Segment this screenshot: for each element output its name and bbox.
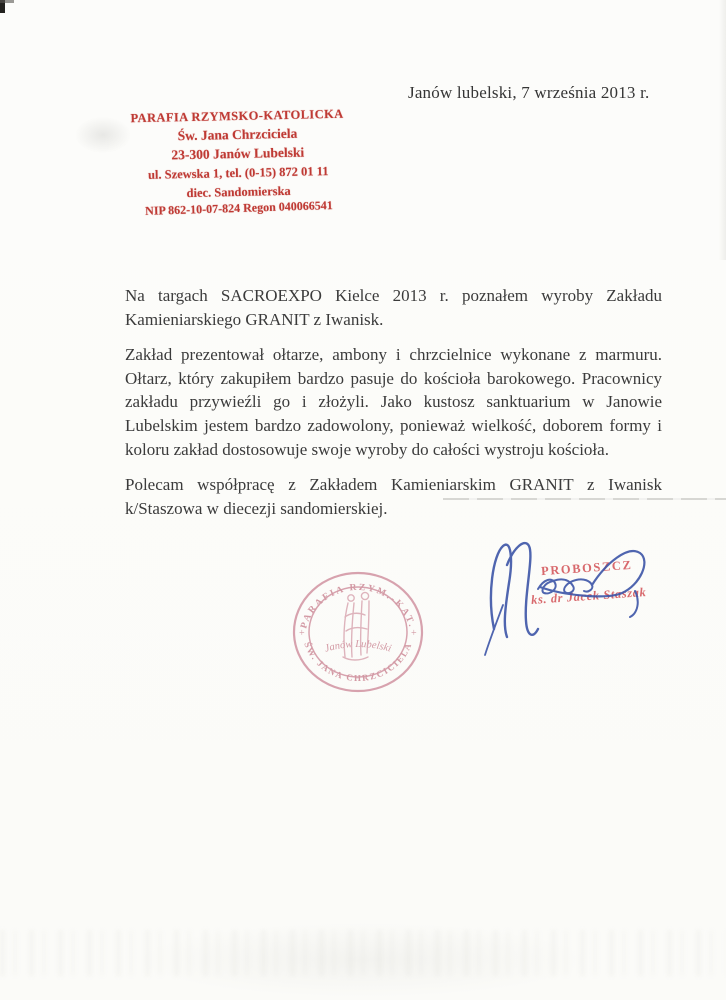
sender-stamp-diocese: diec. Sandomierska — [186, 183, 291, 200]
sender-stamp-parish-name: PARAFIA RZYMSKO-KATOLICKA — [130, 106, 344, 126]
dateline: Janów lubelski, 7 września 2013 r. — [408, 83, 650, 102]
round-parish-seal — [288, 567, 428, 697]
sender-stamp-patron: Św. Jana Chrzciciela — [177, 125, 298, 144]
svg-text:Janów Lubelski — [324, 639, 393, 655]
letter-body — [125, 284, 662, 520]
scan-bottom-noise — [0, 930, 726, 976]
seal-inner-script: Janów Lubelski — [323, 638, 393, 655]
seal-right-cross: + — [411, 628, 417, 639]
scan-right-edge-shadow — [719, 0, 726, 260]
seal-left-cross: + — [299, 628, 305, 639]
sender-stamp — [129, 105, 347, 218]
paragraph-details: Zakład prezentował ołtarze, ambony i chrzcielnice wykonane z marmuru. Ołtarz, który zakupiłem bardzo pasuje do kościoła barokowego. Pracownicy zakładu przywieźli go i złożyli. Jako kustosz sanktuarium w Janowie Lubelskim jestem bardzo zadowolony, ponieważ wielkość, doborem formy i koloru zakład dostosowuje swoje wyroby do całości wystroju kościoła. — [125, 345, 662, 459]
svg-text:PARAFIA RZYM.-KAT. — [299, 583, 416, 630]
seal-bottom-arc-text: ŚW. JANA CHRZCICIELA — [302, 640, 414, 684]
paragraph-intro: Na targach SACROEXPO Kielce 2013 r. poznałem wyroby Zakładu Kamieniarskiego GRANIT z Iwanisk. — [125, 286, 662, 329]
scan-edge-artifact — [0, 0, 14, 3]
signature-stamp-title: PROBOSZCZ — [540, 557, 633, 579]
handwritten-signature — [470, 533, 680, 668]
sender-stamp-nip-regon: NIP 862-10-07-824 Regon 040066541 — [144, 198, 333, 219]
signature-stamp-name: ks. dr Jacek Staszak — [530, 584, 647, 608]
sender-stamp-city: 23-300 Janów Lubelski — [171, 144, 305, 163]
paragraph-recommendation: Polecam współpracę z Zakładem Kamieniarskim GRANIT z Iwanisk k/Staszowa w diecezji sandomierskiej. — [125, 475, 662, 518]
seal-top-arc-text: PARAFIA RZYM.-KAT. — [299, 582, 417, 630]
sender-stamp-street-phone: ul. Szewska 1, tel. (0-15) 872 01 11 — [147, 163, 329, 182]
